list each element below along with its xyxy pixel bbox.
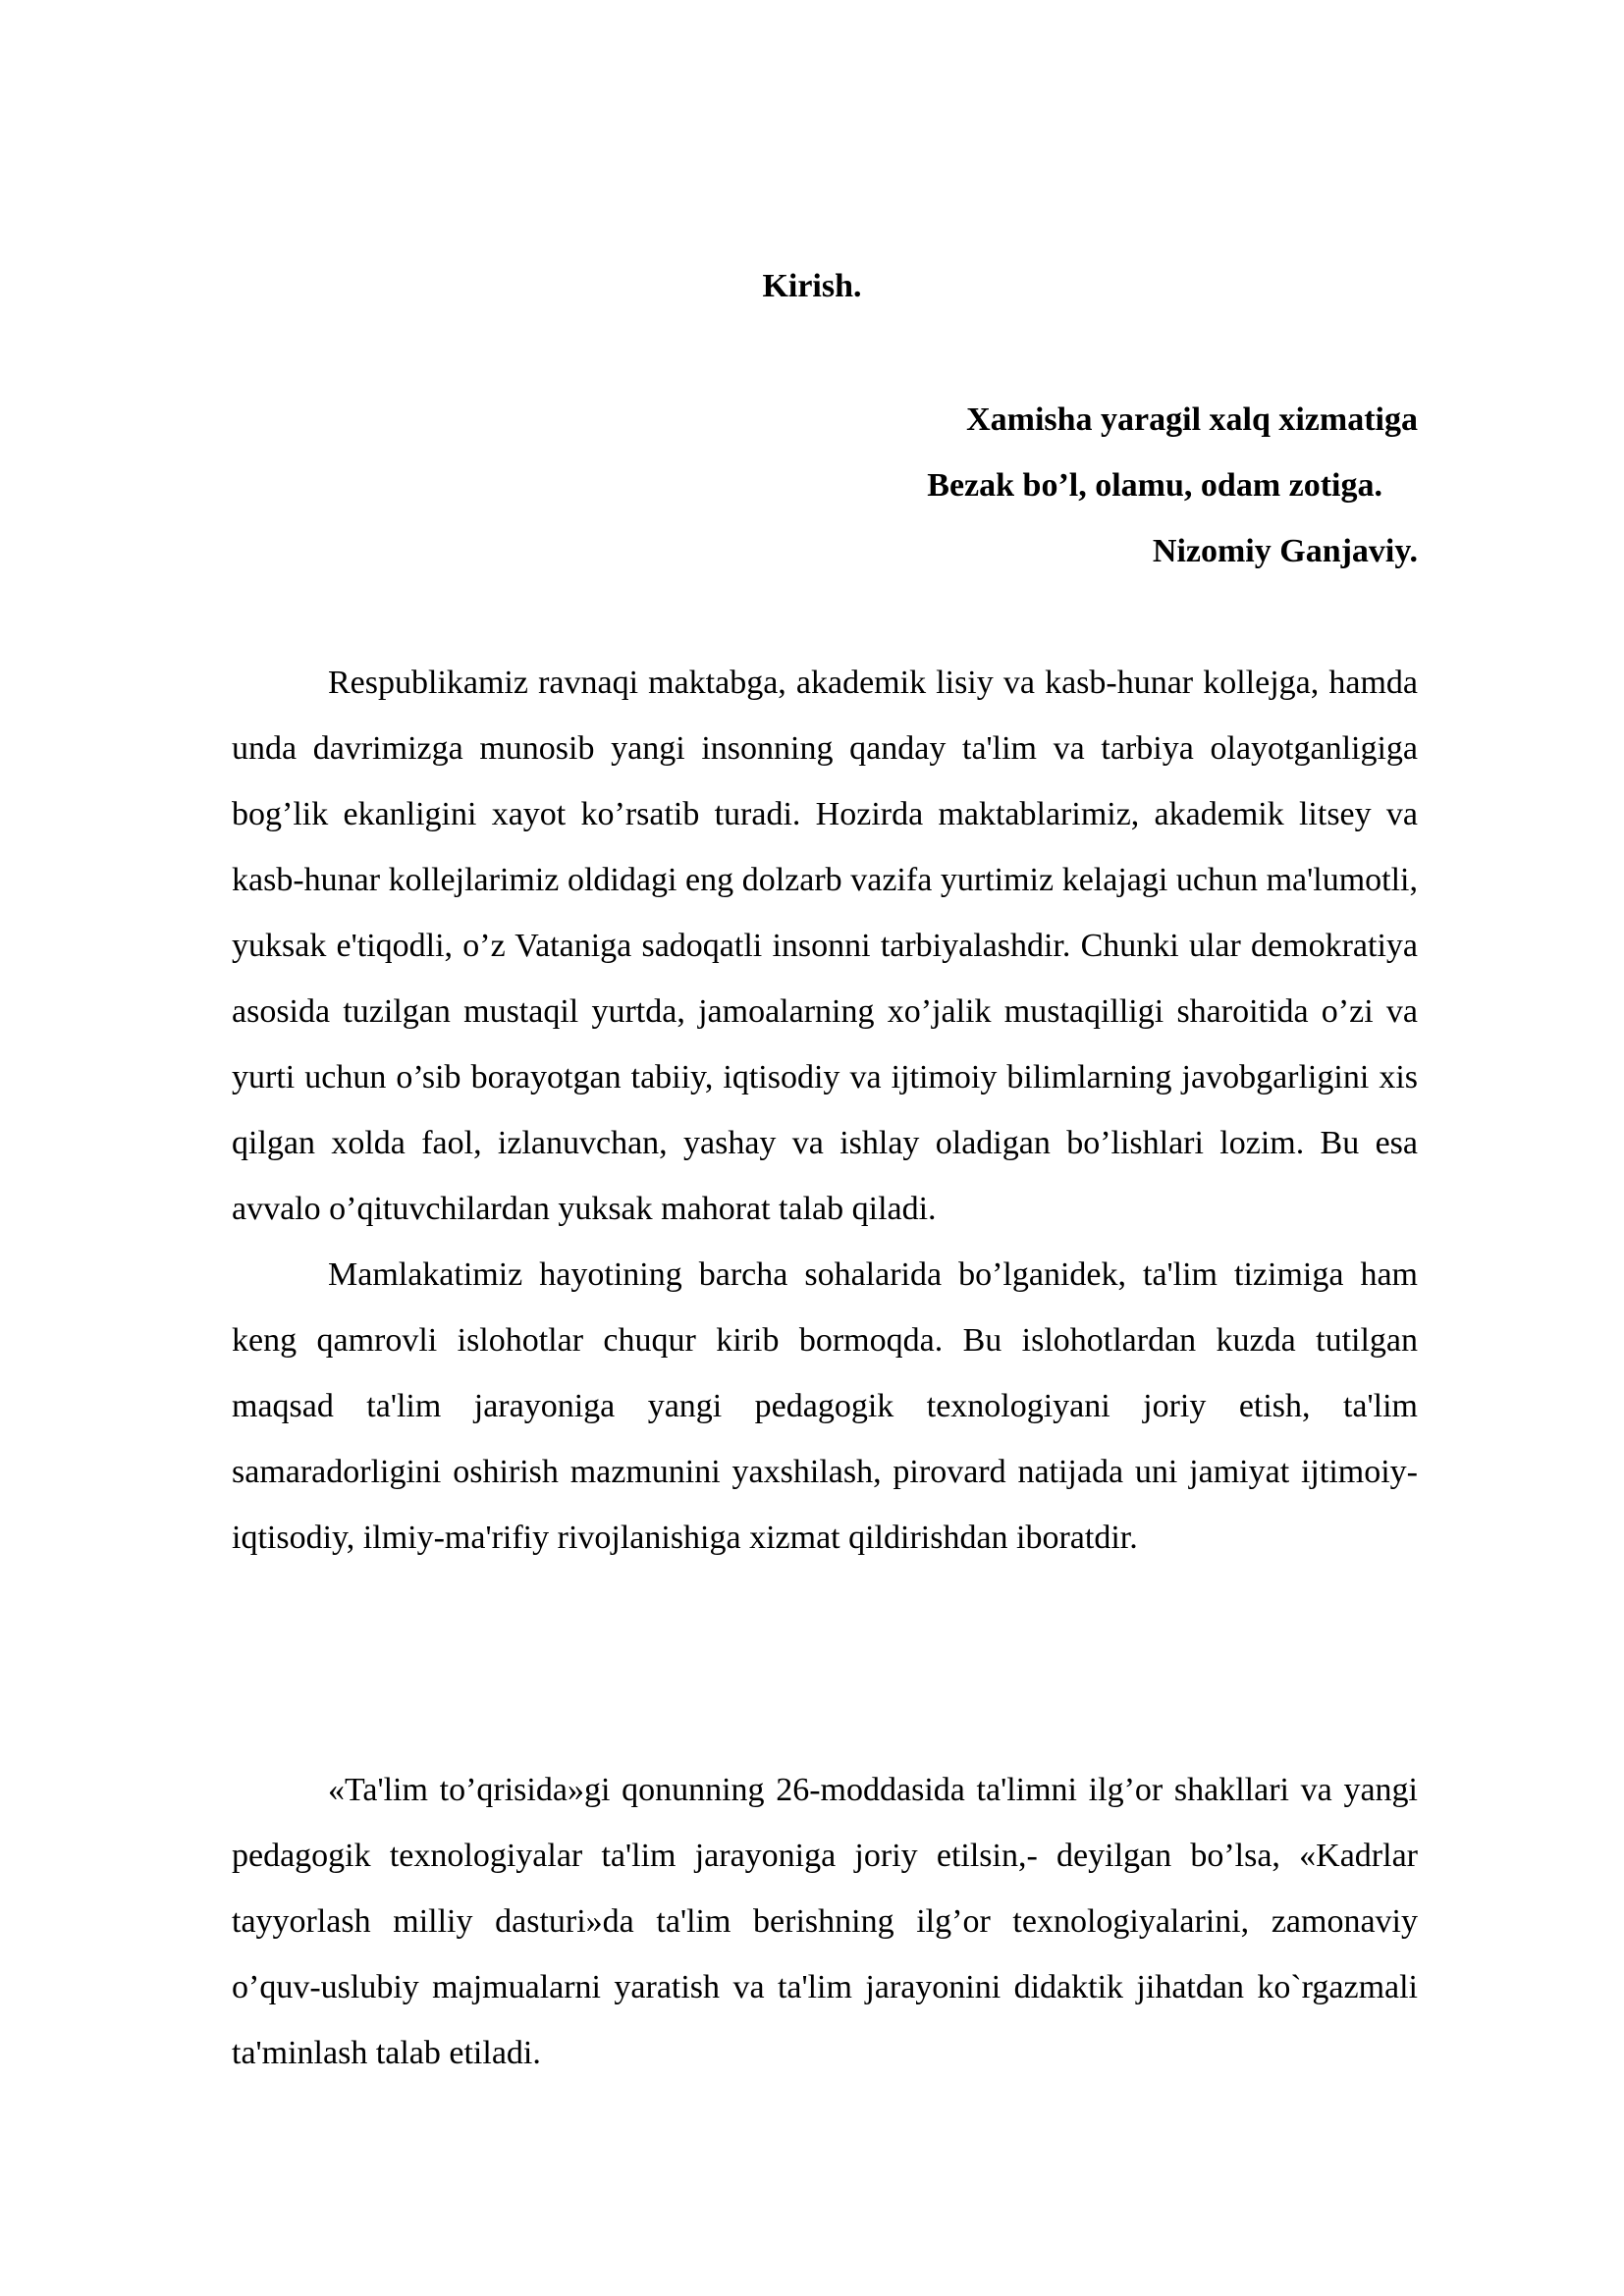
paragraph: «Ta'lim to’qrisida»gi qonunning 26-moddasida ta'limni ilg’or shakllari va yangi pedagogik texnologiyalar ta'lim jarayoniga joriy etilsin,- deyilgan bo’lsa, «Kadrlar tayyorlash milliy dasturi»da ta'lim berishning ilg’or texnologiyalarini, zamonaviy o’quv-uslubiy majmualarni yaratish va ta'lim jarayonini didaktik jihatdan ko`rgazmali ta'minlash talab etiladi. (232, 1772, 1418, 2071)
epigraph-line: Bezak bo’l, olamu, odam zotiga. (927, 467, 1382, 504)
epigraph (927, 387, 1418, 584)
page-title: Kirish. (762, 268, 862, 304)
paragraph: Respublikamiz ravnaqi maktabga, akademik lisiy va kasb-hunar kollejga, hamda unda davrimizga munosib yangi insonning qanday ta'lim va tarbiya olayotganligiga bog’lik ekanligini xayot ko’rsatib turadi. Hozirda maktablarimiz, akademik litsey va kasb-hunar kollejlarimiz oldidagi eng dolzarb vazifa yurtimiz kelajagi uchun ma'lumotli, yuksak e'tiqodli, o’z Vataniga sadoqatli insonni tarbiyalashdir. Chunki ular demokratiya asosida tuzilgan mustaqil yurtda, jamoalarning xo’jalik mustaqilligi sharoitida o’zi va yurti uchun o’sib borayotgan tabiiy, iqtisodiy va ijtimoiy bilimlarning javobgarligini xis qilgan xolda faol, izlanuvchan, yashay va ishlay oladigan bo’lishlari lozim. Bu esa avvalo o’qituvchilardan yuksak mahorat talab qiladi. (232, 665, 1418, 1227)
body-text-section (232, 1757, 1418, 2086)
epigraph-line: Xamisha yaragil xalq xizmatiga (966, 401, 1418, 438)
body-text-section (232, 650, 1418, 1571)
epigraph-author: Nizomiy Ganjaviy. (1152, 533, 1418, 569)
paragraph: Mamlakatimiz hayotining barcha sohalarida bo’lganidek, ta'lim tizimiga ham keng qamrovli islohotlar chuqur kirib bormoqda. Bu islohotlardan kuzda tutilgan maqsad ta'lim jarayoniga yangi pedagogik texnologiyani joriy etish, ta'lim samaradorligini oshirish mazmunini yaxshilash, pirovard natijada uni jamiyat ijtimoiy-iqtisodiy, ilmiy-ma'rifiy rivojlanishiga xizmat qildirishdan iboratdir. (232, 1256, 1418, 1556)
